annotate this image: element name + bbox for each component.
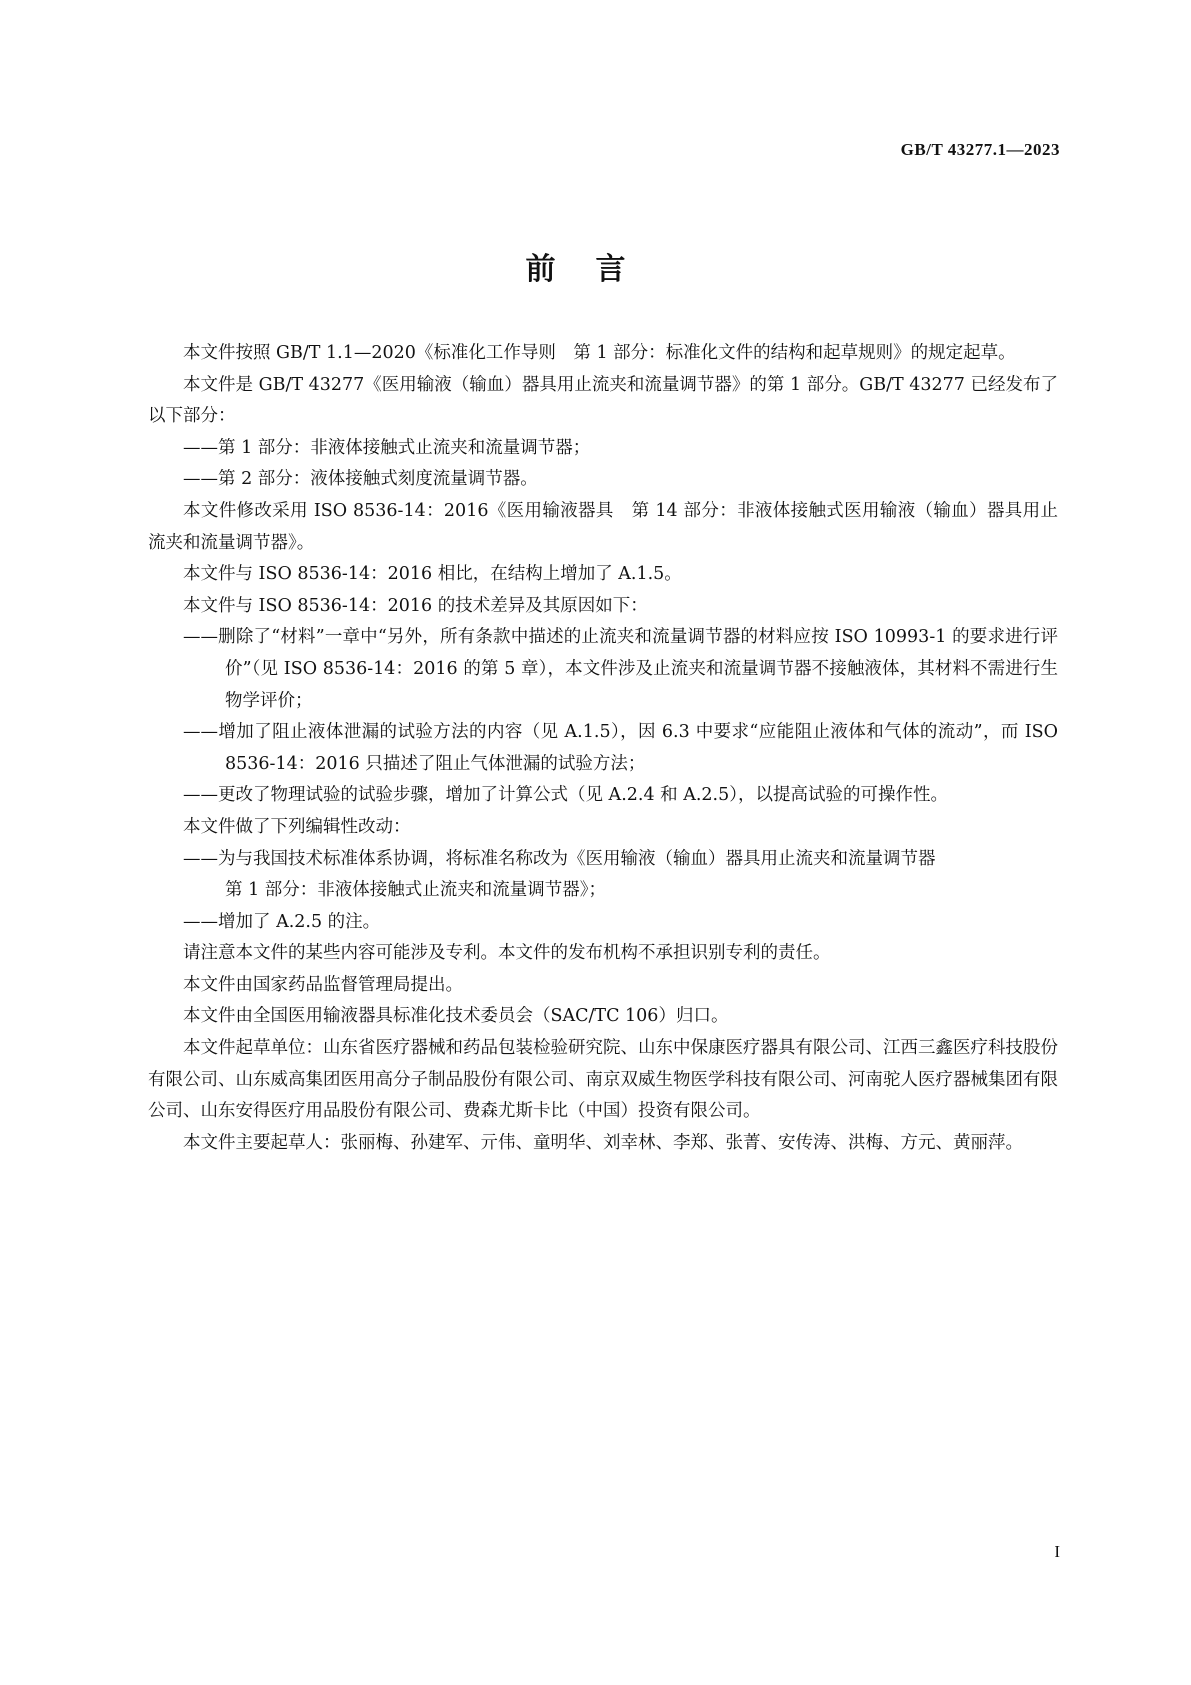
list-item: ——更改了物理试验的试验步骤，增加了计算公式（见 A.2.4 和 A.2.5），以提高试验的可操作性。 bbox=[183, 785, 948, 806]
page-title: 前言 bbox=[525, 252, 666, 287]
paragraph: 本文件由全国医用输液器具标准化技术委员会（SAC/TC 106）归口。 bbox=[183, 1006, 729, 1027]
list-item: ——为与我国技术标准体系协调，将标准名称改为《医用输液（输血）器具用止流夹和流量调节器 bbox=[183, 848, 936, 869]
paragraph: 本文件由国家药品监督管理局提出。 bbox=[183, 974, 463, 995]
standard-number: GB/T 43277.1—2023 bbox=[900, 140, 1060, 159]
paragraph: 本文件按照 GB/T 1.1—2020《标准化工作导则 第 1 部分：标准化文件的结构和起草规则》的规定起草。 bbox=[183, 343, 1016, 363]
paragraph: 本文件是 GB/T 43277《医用输液（输血）器具用止流夹和流量调节器》的第 1 部分。GB/T 43277 已经发布了以下部分： bbox=[148, 374, 1058, 427]
list-item: ——增加了 A.2.5 的注。 bbox=[183, 911, 381, 932]
list-item: ——增加了阻止液体泄漏的试验方法的内容（见 A.1.5），因 6.3 中要求“应能阻止液体和气体的流动”，而 ISO 8536-14：2016 只描述了阻止气体泄漏的试验方法； bbox=[183, 722, 1058, 774]
paragraph: 本文件起草单位：山东省医疗器械和药品包装检验研究院、山东中保康医疗器具有限公司、江西三鑫医疗科技股份有限公司、山东威高集团医用高分子制品股份有限公司、南京双威生物医学科技有限公司、河南驼人医疗器械集团有限公司、山东安得医疗用品股份有限公司、费森尤斯卡比（中国）投资有限公司。 bbox=[148, 1038, 1058, 1122]
list-item-continuation: 第 1 部分：非液体接触式止流夹和流量调节器》； bbox=[225, 880, 607, 901]
page-number: I bbox=[1054, 1542, 1060, 1561]
list-item: ——删除了“材料”一章中“另外，所有条款中描述的止流夹和流量调节器的材料应按 ISO 10993-1 的要求进行评价”（见 ISO 8536-14：2016 的第 5 章），本文件涉及止流夹和流量调节器不接触液体，其材料不需进行生物学评价； bbox=[183, 627, 1058, 711]
paragraph: 请注意本文件的某些内容可能涉及专利。本文件的发布机构不承担识别专利的责任。 bbox=[183, 943, 831, 964]
list-item: ——第 1 部分：非液体接触式止流夹和流量调节器； bbox=[183, 437, 591, 458]
paragraph: 本文件做了下列编辑性改动： bbox=[183, 816, 411, 837]
paragraph: 本文件主要起草人：张丽梅、孙建军、亓伟、童明华、刘幸林、李郑、张菁、安传涛、洪梅、方元、黄丽萍。 bbox=[183, 1132, 1023, 1153]
paragraph: 本文件与 ISO 8536-14：2016 相比，在结构上增加了 A.1.5。 bbox=[183, 564, 682, 585]
paragraph: 本文件与 ISO 8536-14：2016 的技术差异及其原因如下： bbox=[183, 595, 648, 616]
list-item: ——第 2 部分：液体接触式刻度流量调节器。 bbox=[183, 469, 538, 490]
paragraph: 本文件修改采用 ISO 8536-14：2016《医用输液器具 第 14 部分：非液体接触式医用输液（输血）器具用止流夹和流量调节器》。 bbox=[148, 500, 1058, 553]
foreword-body bbox=[148, 338, 1058, 1159]
